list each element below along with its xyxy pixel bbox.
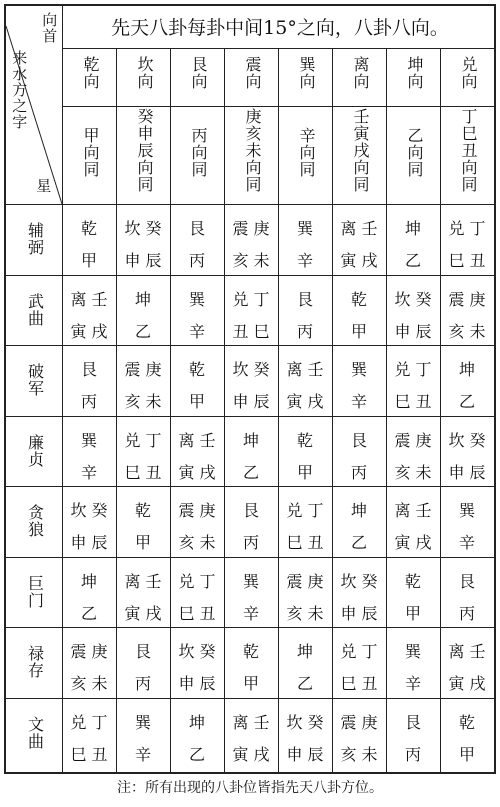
table-cell <box>332 275 386 346</box>
star-label: 辅弼 <box>25 222 45 257</box>
cell-trigram: 艮 <box>350 430 367 450</box>
cell-trigram: 震 庚 <box>448 289 486 309</box>
cell-branch: 巳 丑 <box>394 392 432 411</box>
table-cell <box>440 698 494 769</box>
column-name: 坎向 <box>135 56 154 90</box>
column-same-directions: 丙向同 <box>189 126 208 178</box>
cell-branch: 丙 <box>296 321 313 341</box>
column-name: 兑向 <box>459 56 478 90</box>
cell-branch: 乙 <box>296 674 313 693</box>
cell-branch: 寅 戌 <box>340 251 378 270</box>
cell-branch: 辛 <box>80 462 97 482</box>
cell-branch: 寅 戌 <box>448 674 486 693</box>
cell-trigram: 震 庚 <box>286 571 324 591</box>
cell-trigram: 兑 丁 <box>232 289 270 309</box>
cell-trigram: 乾 <box>242 642 259 661</box>
cell-trigram: 艮 <box>296 289 313 309</box>
cell-trigram: 坎 癸 <box>124 219 162 238</box>
cell-trigram: 坤 <box>188 712 205 732</box>
cell-branch: 申 辰 <box>394 321 432 341</box>
column-name: 乾向 <box>81 56 100 90</box>
table-cell <box>278 416 332 487</box>
cell-branch: 甲 <box>296 462 313 482</box>
cell-trigram: 巽 <box>296 219 313 238</box>
cell-branch: 乙 <box>404 251 421 270</box>
table-cell <box>170 486 224 557</box>
cell-trigram: 巽 <box>188 289 205 309</box>
cell-trigram: 离 壬 <box>394 501 432 520</box>
table-cell <box>224 204 278 275</box>
cell-branch: 辛 <box>296 251 313 270</box>
cell-branch: 丙 <box>188 251 205 270</box>
table-cell <box>386 557 440 628</box>
cell-trigram: 艮 <box>458 571 475 591</box>
cell-branch: 丙 <box>350 462 367 482</box>
table-cell <box>116 557 170 628</box>
cell-branch: 甲 <box>404 603 421 623</box>
table-cell <box>440 275 494 346</box>
cell-branch: 巳 丑 <box>124 462 162 482</box>
cell-trigram: 乾 <box>188 360 205 379</box>
table-cell <box>278 698 332 769</box>
cell-branch: 申 辰 <box>448 462 486 482</box>
cell-branch: 甲 <box>188 392 205 411</box>
table-cell <box>62 698 116 769</box>
cell-branch: 寅 戌 <box>286 392 324 411</box>
table-cell <box>116 275 170 346</box>
cell-branch: 乙 <box>458 392 475 411</box>
table-cell <box>332 345 386 416</box>
table-cell <box>62 204 116 275</box>
cell-trigram: 坤 <box>80 571 97 591</box>
table-cell <box>440 486 494 557</box>
table-cell <box>278 486 332 557</box>
cell-trigram: 坤 <box>134 289 151 309</box>
cell-branch: 辛 <box>404 674 421 693</box>
table-cell <box>224 627 278 698</box>
cell-branch: 申 辰 <box>178 674 216 693</box>
table-cell <box>62 345 116 416</box>
cell-trigram: 坤 <box>458 360 475 379</box>
column-same-directions: 庚亥未向同 <box>243 107 262 193</box>
star-label: 武曲 <box>25 292 45 327</box>
cell-trigram: 艮 <box>80 360 97 379</box>
corner-header-label: 向首 <box>40 12 59 44</box>
cell-branch: 巳 丑 <box>448 251 486 270</box>
cell-branch: 巳 丑 <box>340 674 378 693</box>
cell-branch: 辛 <box>350 392 367 411</box>
star-label: 贪狼 <box>25 504 45 539</box>
cell-trigram: 乾 <box>458 712 475 732</box>
cell-branch: 申 辰 <box>124 251 162 270</box>
table-cell <box>332 416 386 487</box>
cell-trigram: 坤 <box>242 430 259 450</box>
table-cell <box>332 486 386 557</box>
cell-branch: 丑 巳 <box>232 321 270 341</box>
cell-trigram: 离 壬 <box>70 289 108 309</box>
cell-branch: 巳 丑 <box>178 603 216 623</box>
cell-branch: 寅 戌 <box>394 533 432 552</box>
cell-trigram: 巽 <box>404 642 421 661</box>
table-cell <box>62 416 116 487</box>
cell-branch: 乙 <box>80 603 97 623</box>
cell-trigram: 坤 <box>296 642 313 661</box>
cell-trigram: 坤 <box>404 219 421 238</box>
corner-source-label: 来水方之字 <box>10 50 29 130</box>
star-label: 巨门 <box>25 574 45 609</box>
cell-branch: 丙 <box>242 533 259 552</box>
cell-branch: 亥 未 <box>340 744 378 764</box>
cell-branch: 申 辰 <box>232 392 270 411</box>
star-label: 破军 <box>25 363 45 398</box>
cell-branch: 申 辰 <box>340 603 378 623</box>
cell-branch: 寅 戌 <box>70 321 108 341</box>
column-same-directions: 壬寅戌向同 <box>351 107 370 193</box>
cell-branch: 亥 未 <box>286 603 324 623</box>
cell-branch: 寅 戌 <box>178 462 216 482</box>
table-cell <box>116 345 170 416</box>
table-cell <box>332 557 386 628</box>
cell-trigram: 巽 <box>80 430 97 450</box>
corner-star-label: 星 <box>34 178 53 194</box>
cell-trigram: 兑 丁 <box>286 501 324 520</box>
table-cell <box>278 275 332 346</box>
cell-branch: 丙 <box>134 674 151 693</box>
cell-trigram: 巽 <box>458 501 475 520</box>
cell-trigram: 震 庚 <box>232 219 270 238</box>
cell-branch: 巳 丑 <box>70 744 108 764</box>
table-cell <box>116 627 170 698</box>
cell-trigram: 坎 癸 <box>178 642 216 661</box>
cell-branch: 亥 未 <box>394 462 432 482</box>
column-same-directions: 癸申辰向同 <box>135 107 154 193</box>
column-same-directions: 乙向同 <box>405 126 424 178</box>
cell-trigram: 乾 <box>350 289 367 309</box>
cell-trigram: 乾 <box>134 501 151 520</box>
column-same-directions: 丁巳丑向同 <box>459 107 478 193</box>
cell-trigram: 坎 癸 <box>394 289 432 309</box>
table-cell <box>170 627 224 698</box>
cell-trigram: 艮 <box>242 501 259 520</box>
cell-trigram: 震 庚 <box>394 430 432 450</box>
table-cell <box>170 204 224 275</box>
table-cell <box>278 557 332 628</box>
table-cell <box>440 627 494 698</box>
table-cell <box>386 416 440 487</box>
star-label: 廉贞 <box>25 433 45 468</box>
table-cell <box>386 698 440 769</box>
cell-branch: 亥 未 <box>70 674 108 693</box>
table-cell <box>116 486 170 557</box>
star-label: 文曲 <box>25 715 45 750</box>
cell-trigram: 兑 丁 <box>70 712 108 732</box>
cell-branch: 甲 <box>134 533 151 552</box>
table-cell <box>440 416 494 487</box>
cell-branch: 丙 <box>80 392 97 411</box>
cell-trigram: 震 庚 <box>340 712 378 732</box>
table-cell <box>386 345 440 416</box>
cell-trigram: 巽 <box>242 571 259 591</box>
table-cell <box>170 698 224 769</box>
table-cell <box>116 698 170 769</box>
cell-branch: 甲 <box>350 321 367 341</box>
cell-trigram: 震 庚 <box>178 501 216 520</box>
table-cell <box>278 204 332 275</box>
cell-branch: 甲 <box>242 674 259 693</box>
cell-trigram: 乾 <box>404 571 421 591</box>
cell-trigram: 离 壬 <box>286 360 324 379</box>
cell-branch: 亥 未 <box>124 392 162 411</box>
cell-trigram: 坎 癸 <box>340 571 378 591</box>
cell-branch: 辛 <box>188 321 205 341</box>
table-cell <box>62 627 116 698</box>
cell-trigram: 离 壬 <box>340 219 378 238</box>
table-cell <box>440 204 494 275</box>
table-cell <box>332 698 386 769</box>
table-cell <box>170 416 224 487</box>
cell-branch: 甲 <box>80 251 97 270</box>
cell-trigram: 兑 丁 <box>340 642 378 661</box>
cell-trigram: 震 庚 <box>70 642 108 661</box>
table-cell <box>224 416 278 487</box>
cell-branch: 亥 未 <box>178 533 216 552</box>
column-same-directions: 甲向同 <box>81 126 100 178</box>
cell-branch: 寅 戌 <box>124 603 162 623</box>
column-name: 艮向 <box>189 56 208 90</box>
table-cell <box>332 204 386 275</box>
cell-branch: 乙 <box>188 744 205 764</box>
table-cell <box>224 557 278 628</box>
cell-branch: 亥 未 <box>232 251 270 270</box>
table-cell <box>170 557 224 628</box>
table-cell <box>278 345 332 416</box>
table-cell <box>170 275 224 346</box>
cell-branch: 丙 <box>404 744 421 764</box>
column-name: 离向 <box>351 56 370 90</box>
cell-branch: 乙 <box>134 321 151 341</box>
cell-trigram: 艮 <box>134 642 151 661</box>
cell-trigram: 震 庚 <box>124 360 162 379</box>
cell-trigram: 坎 癸 <box>232 360 270 379</box>
star-label: 禄存 <box>25 645 45 680</box>
column-name: 震向 <box>243 56 262 90</box>
cell-trigram: 离 壬 <box>232 712 270 732</box>
table-cell <box>440 557 494 628</box>
cell-trigram: 离 壬 <box>178 430 216 450</box>
cell-branch: 乙 <box>350 533 367 552</box>
table-cell <box>224 275 278 346</box>
cell-branch: 丙 <box>458 603 475 623</box>
cell-branch: 甲 <box>458 744 475 764</box>
cell-trigram: 巽 <box>134 712 151 732</box>
cell-trigram: 兑 丁 <box>448 219 486 238</box>
table-cell <box>278 627 332 698</box>
table-cell <box>116 416 170 487</box>
table-title: 先天八卦每卦中间15°之向，八卦八向。 <box>111 17 449 39</box>
table-cell <box>62 557 116 628</box>
cell-branch: 乙 <box>242 462 259 482</box>
cell-trigram: 兑 丁 <box>178 571 216 591</box>
cell-trigram: 兑 丁 <box>124 430 162 450</box>
table-cell <box>224 345 278 416</box>
cell-trigram: 离 壬 <box>448 642 486 661</box>
cell-trigram: 巽 <box>350 360 367 379</box>
footnote: 注：所有出现的八卦位皆指先天八卦方位。 <box>117 780 383 796</box>
cell-trigram: 艮 <box>188 219 205 238</box>
table-cell <box>386 204 440 275</box>
column-same-directions: 辛向同 <box>297 126 316 178</box>
cell-trigram: 坎 癸 <box>70 501 108 520</box>
table-cell <box>62 486 116 557</box>
cell-branch: 巳 丑 <box>286 533 324 552</box>
cell-trigram: 坎 癸 <box>286 712 324 732</box>
cell-branch: 申 辰 <box>70 533 108 552</box>
table-cell <box>170 345 224 416</box>
cell-trigram: 乾 <box>296 430 313 450</box>
table-cell <box>386 627 440 698</box>
table-cell <box>62 275 116 346</box>
table-cell <box>440 345 494 416</box>
cell-branch: 申 辰 <box>286 744 324 764</box>
table-cell <box>116 204 170 275</box>
cell-branch: 辛 <box>458 533 475 552</box>
table-cell <box>332 627 386 698</box>
cell-trigram: 艮 <box>404 712 421 732</box>
cell-branch: 辛 <box>242 603 259 623</box>
column-name: 巽向 <box>297 56 316 90</box>
table-cell <box>224 486 278 557</box>
table-cell <box>386 275 440 346</box>
table-cell <box>386 486 440 557</box>
table-sheet <box>4 4 496 774</box>
cell-trigram: 兑 丁 <box>394 360 432 379</box>
column-name: 坤向 <box>405 56 424 90</box>
cell-branch: 亥 未 <box>448 321 486 341</box>
cell-trigram: 离 壬 <box>124 571 162 591</box>
cell-branch: 寅 戌 <box>232 744 270 764</box>
cell-trigram: 坤 <box>350 501 367 520</box>
cell-trigram: 乾 <box>80 219 97 238</box>
cell-branch: 辛 <box>134 744 151 764</box>
cell-trigram: 坎 癸 <box>448 430 486 450</box>
table-cell <box>224 698 278 769</box>
